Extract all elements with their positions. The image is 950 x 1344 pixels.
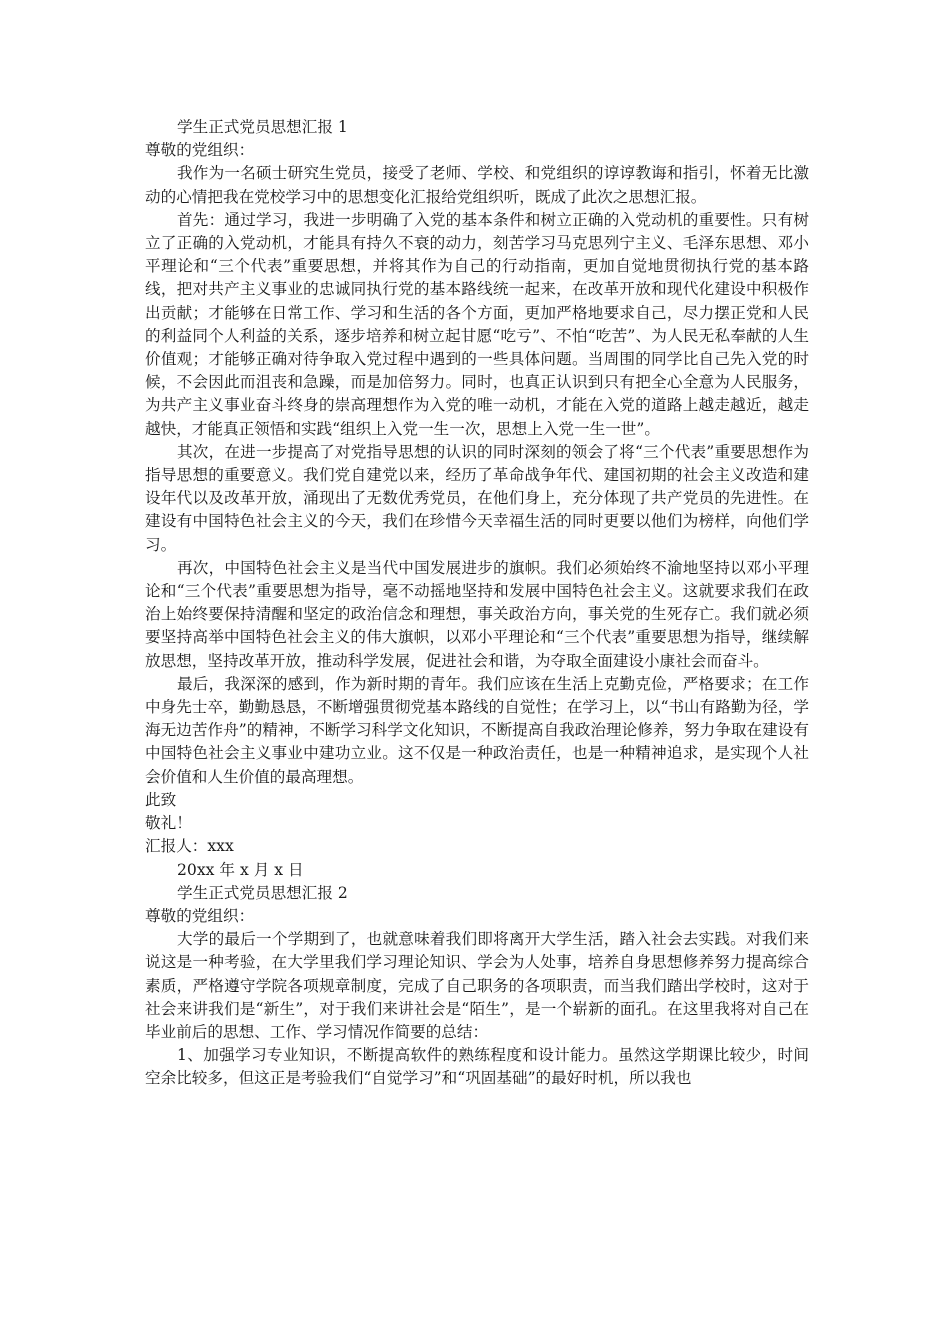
report2-title: 学生正式党员思想汇报 2 (177, 883, 348, 902)
report1-paragraph-2: 首先：通过学习，我进一步明确了入党的基本条件和树立正确的入党动机的重要性。只有树立了正确的入党动机，才能具有持久不衰的动力，刻苦学习马克思列宁主义、毛泽东思想、邓小平理论和“三个代表”重要思想，并将其作为自己的行动指南，更加自觉地贯彻执行党的基本路线，把对共产主义事业的忠诚同执行党的基本路线统一起来，在改革开放和现代化建设中积极作出贡献；才能够在日常工作、学习和生活的各个方面，更加严格地要求自己，尽力摆正党和人民的利益同个人利益的关系，逐步培养和树立起甘愿“吃亏”、不怕“吃苦”、为人民无私奉献的人生价值观；才能够正确对待争取入党过程中遇到的一些具体问题。当周围的同学比自己先入党的时候，不会因此而沮丧和急躁，而是加倍努力。同时，也真正认识到只有把全心全意为人民服务，为共产主义事业奋斗终身的崇高理想作为入党的唯一动机，才能在入党的道路上越走越近，越走越快，才能真正领悟和实践“组织上入党一生一次，思想上入党一生一世”。 (145, 210, 809, 438)
document-page (145, 116, 809, 1091)
report2-salutation: 尊敬的党组织： (145, 906, 255, 925)
report2-paragraph-2: 1、加强学习专业知识，不断提高软件的熟练程度和设计能力。虽然这学期课比较少，时间空余比较多，但这正是考验我们“自觉学习”和“巩固基础”的最好时机，所以我也 (145, 1046, 809, 1088)
report1-reporter: 汇报人：xxx (145, 837, 234, 856)
report1-salutation: 尊敬的党组织： (145, 141, 255, 160)
report1-title: 学生正式党员思想汇报 1 (177, 118, 348, 136)
report1-paragraph-4: 再次，中国特色社会主义是当代中国发展进步的旗帜。我们必须始终不渝地坚持以邓小平理论和“三个代表”重要思想为指导，毫不动摇地坚持和发展中国特色社会主义。这就要求我们在政治上始终要保持清醒和坚定的政治信念和理想，事关政治方向，事关党的生死存亡。我们就必须要坚持高举中国特色社会主义的伟大旗帜，以邓小平理论和“三个代表”重要思想为指导，继续解放思想，坚持改革开放，推动科学发展，促进社会和谐，为夺取全面建设小康社会而奋斗。 (145, 558, 809, 670)
report1-date: 20xx 年 x 月 x 日 (177, 860, 304, 879)
report1-closing-1: 此致 (145, 790, 177, 809)
report2-paragraph-1: 大学的最后一个学期到了，也就意味着我们即将离开大学生活，踏入社会去实践。对我们来说这是一种考验，在大学里我们学习理论知识、学会为人处事，培养自身思想修养努力提高综合素质，严格遵守学院各项规章制度，完成了自己职务的各项职责，而当我们踏出学校时，这对于社会来讲我们是“新生”，对于我们来讲社会是“陌生”，是一个崭新的面孔。在这里我将对自己在毕业前后的思想、工作、学习情况作简要的总结： (145, 930, 809, 1041)
report1-paragraph-5: 最后，我深深的感到，作为新时期的青年。我们应该在生活上克勤克俭，严格要求；在工作中身先士卒，勤勤恳恳，不断增强贯彻党基本路线的自觉性；在学习上，以“书山有路勤为径，学海无边苦作舟”的精神，不断学习科学文化知识，不断提高自我政治理论修养，努力争取在建设有中国特色社会主义事业中建功立业。这不仅是一种政治责任，也是一种精神追求，是实现个人社会价值和人生价值的最高理想。 (145, 674, 809, 786)
report1-paragraph-1: 我作为一名硕士研究生党员，接受了老师、学校、和党组织的谆谆教诲和指引，怀着无比激动的心情把我在党校学习中的思想变化汇报给党组织听，既成了此次之思想汇报。 (145, 164, 809, 206)
report1-paragraph-3: 其次，在进一步提高了对党指导思想的认识的同时深刻的领会了将“三个代表”重要思想作为指导思想的重要意义。我们党自建党以来，经历了革命战争年代、建国初期的社会主义改造和建设年代以及改革开放，涌现出了无数优秀党员，在他们身上，充分体现了共产党员的先进性。在建设有中国特色社会主义的今天，我们在珍惜今天幸福生活的同时更要以他们为榜样，向他们学习。 (145, 442, 809, 554)
report1-closing-2: 敬礼！ (145, 814, 192, 833)
